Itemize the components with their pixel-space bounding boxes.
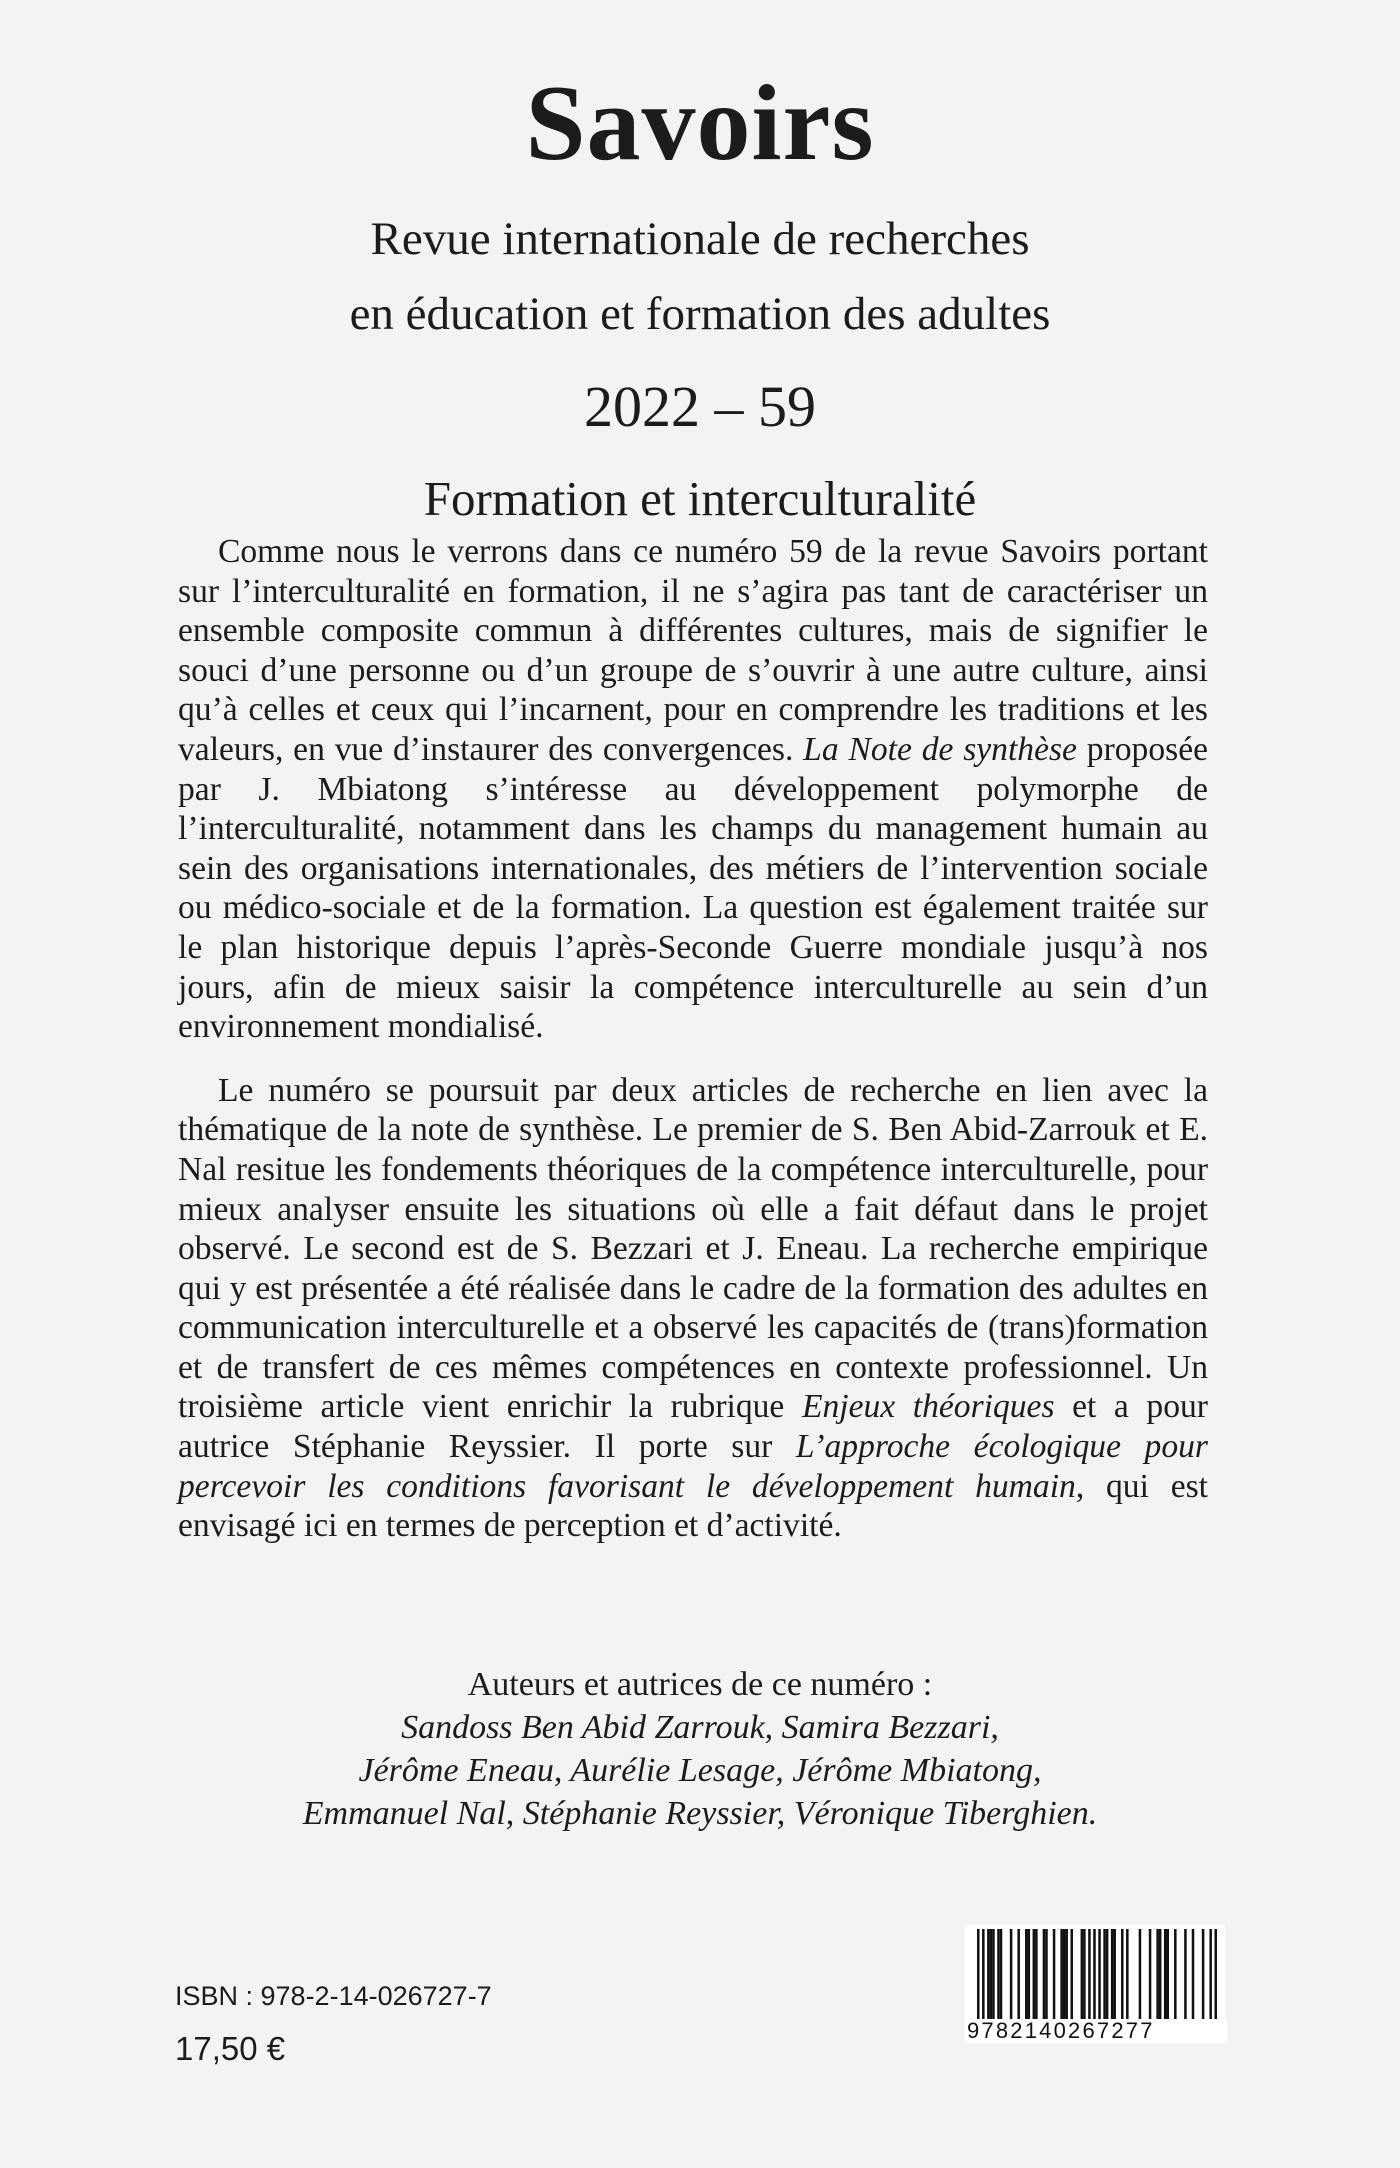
barcode-bar (1174, 1929, 1177, 2019)
barcode-bar (987, 1929, 990, 2019)
authors-block (0, 1663, 1400, 1835)
barcode-bar (1214, 1929, 1217, 2019)
journal-title: Savoirs (525, 64, 875, 183)
barcode-bar (1035, 1929, 1038, 2019)
paragraph-1-italic: La Note de synthèse (803, 730, 1077, 768)
barcode-bar (1164, 1929, 1167, 2019)
barcode-bar (1088, 1929, 1091, 2019)
barcode-bar (1025, 1929, 1028, 2019)
footer-info (175, 1983, 492, 2065)
paragraph-2-text-c: , qui est envisagé ici en termes de perception et d’activité. (178, 1467, 1208, 1545)
authors-line-2: Jérôme Eneau, Aurélie Lesage, Jérôme Mbiatong, (358, 1752, 1042, 1789)
issue-number: 2022 – 59 (584, 374, 816, 439)
barcode-bar (1126, 1929, 1129, 2019)
barcode-bar (1010, 1929, 1013, 2019)
barcode (965, 1925, 1225, 2043)
barcode-bar (1184, 1929, 1187, 2019)
description-paragraph-1 (178, 532, 1208, 1047)
price: 17,50 € (175, 2030, 286, 2067)
barcode-bar (1000, 1929, 1003, 2019)
barcode-bar (997, 1929, 1000, 2019)
paragraph-2-italic-1: Enjeux théoriques (801, 1388, 1055, 1426)
barcode-bar (1139, 1929, 1142, 2019)
paragraph-2-text-b: et a pour autrice Stéphanie Reyssier. Il porte sur (178, 1388, 1208, 1466)
authors-line-1: Sandoss Ben Abid Zarrouk, Samira Bezzari, (401, 1709, 999, 1746)
barcode-bar (1113, 1929, 1116, 2019)
barcode-bar (982, 1929, 985, 2019)
journal-subtitle-line-1: Revue internationale de recherches (370, 213, 1030, 265)
barcode-bar (992, 1929, 995, 2019)
barcode-bar (1103, 1929, 1106, 2019)
barcode-bar (990, 1929, 993, 2019)
barcode-bar (1053, 1929, 1056, 2019)
description-paragraph-2 (178, 1071, 1208, 1546)
journal-subtitle-line-2: en éducation et formation des adultes (349, 288, 1051, 340)
barcode-bar (1209, 1929, 1212, 2019)
barcode-bar (1070, 1929, 1073, 2019)
barcode-bar (1202, 1929, 1205, 2019)
barcode-bar (1045, 1929, 1048, 2019)
barcode-bar (977, 1929, 980, 2019)
barcode-bar (1017, 1929, 1020, 2019)
barcode-bar (1192, 1929, 1195, 2019)
barcode-bar (1098, 1929, 1101, 2019)
barcode-digits: 9782140267277 (965, 2019, 1227, 2043)
barcode-bar (1065, 1929, 1068, 2019)
barcode-bar (1159, 1929, 1162, 2019)
barcode-bar (1081, 1929, 1084, 2019)
issue-theme: Formation et interculturalité (423, 471, 977, 526)
barcode-bar (1043, 1929, 1046, 2019)
paragraph-2-text-a: Le numéro se poursuit par deux articles de recherche en lien avec la thématique de la note de synthèse. Le premier de S. Ben Abid-Zarrouk et E. Nal resitue les fondements théoriques de la compétence interculturelle, pour mieux analyser ensuite les situations où elle a fait défaut dans le projet observé. Le second est de S. Bezzari et J. Eneau. La recherche empirique qui y est présentée a été réalisée dans le cadre de la formation des adultes en communication interculturelle et a observé les capacités de (trans)formation et de transfert de ces mêmes compétences en contexte professionnel. Un troisième article vient enrichir la rubrique (178, 1071, 1208, 1426)
barcode-bars (965, 1925, 1225, 2021)
cover-header (0, 64, 1400, 526)
barcode-bar (1063, 1929, 1066, 2019)
authors-label: Auteurs et autrices de ce numéro : (467, 1666, 933, 1703)
isbn: ISBN : 978-2-14-026727-7 (175, 1981, 492, 2011)
cover-description (178, 532, 1208, 1546)
paragraph-2-italic-2: L’approche écologique pour percevoir les conditions favorisant le développement humain (178, 1428, 1208, 1505)
barcode-bar (1156, 1929, 1159, 2019)
barcode-bar (1060, 1929, 1063, 2019)
barcode-bar (1093, 1929, 1096, 2019)
paragraph-1-text-a: Comme nous le verrons dans ce numéro 59 de la revue Savoirs portant sur l’interculturalité en formation, il ne s’agira pas tant de caractériser un ensemble composite commun à différentes cultures, mais de signifier le souci d’une personne ou d’un groupe de s’ouvrir à une autre culture, ainsi qu’à celles et ceux qui l’incarnent, pour en comprendre les traditions et les valeurs, en vue d’instaurer des convergences. (178, 533, 1208, 768)
paragraph-1-text-b: proposée par J. Mbiatong s’intéresse au développement polymorphe de l’interculturalité, notamment dans les champs du management humain au sein des organisations internationales, des métiers de l’intervention sociale ou médico-sociale et de la formation. La question est également traitée sur le plan historique depuis l’après-Seconde Guerre mondiale jusqu’à nos jours, afin de mieux saisir la compétence interculturelle au sein d’un environnement mondialisé. (178, 730, 1209, 1046)
barcode-bar (1028, 1929, 1031, 2019)
barcode-bar (1033, 1929, 1036, 2019)
barcode-bar (1149, 1929, 1152, 2019)
authors-line-3: Emmanuel Nal, Stéphanie Reyssier, Véronique Tiberghien. (302, 1795, 1098, 1832)
barcode-bar (1166, 1929, 1169, 2019)
barcode-bar (1111, 1929, 1114, 2019)
barcode-bar (1106, 1929, 1109, 2019)
barcode-bar (1121, 1929, 1124, 2019)
barcode-bar (1083, 1929, 1086, 2019)
